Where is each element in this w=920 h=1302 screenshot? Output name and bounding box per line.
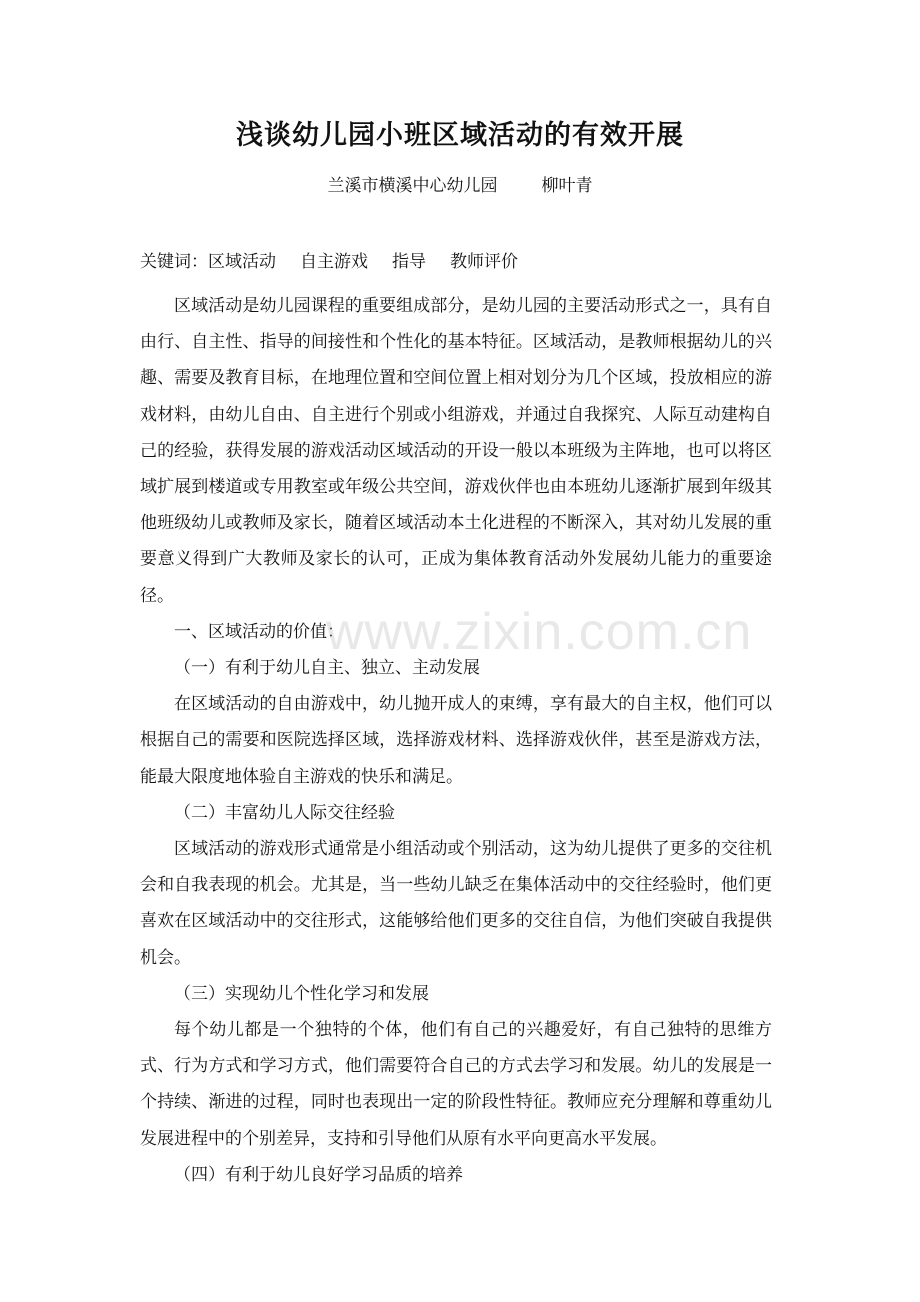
section-heading: 一、区域活动的价值：	[174, 621, 344, 642]
keywords-label: 关键词：	[140, 252, 208, 272]
body-paragraph: 在区域活动的自由游戏中，幼儿抛开成人的束缚，享有最大的自主权，他们可以根据自己的需要和医院选择区域，选择游戏材料、选择游戏伙伴，甚至是游戏方法，能最大限度地体验自主游戏的快乐和满足。	[140, 694, 772, 787]
keyword: 自主游戏	[300, 252, 368, 272]
author-organization: 兰溪市横溪中心幼儿园	[327, 176, 498, 196]
body-paragraph: 区域活动的游戏形式通常是小组活动或个别活动，这为幼儿提供了更多的交往机会和自我表现的机会。尤其是，当一些幼儿缺乏在集体活动中的交往经验时，他们更喜欢在区域活动中的交往形式，这能够给他们更多的交往自信，为他们突破自我提供机会。	[140, 839, 772, 968]
keyword: 教师评价	[450, 252, 518, 272]
keyword: 区域活动	[208, 252, 276, 272]
watermark: www.zixin.com.cn	[326, 603, 753, 661]
document-body	[140, 288, 772, 1193]
body-paragraph: 区域活动是幼儿园课程的重要组成部分，是幼儿园的主要活动形式之一，具有自由行、自主性、指导的间接性和个性化的基本特征。区域活动，是教师根据幼儿的兴趣、需要及教育目标，在地理位置和空间位置上相对划分为几个区域，投放相应的游戏材料，由幼儿自由、自主进行个别或小组游戏，并通过自我探究、人际互动建构自己的经验，获得发展的游戏活动区域活动的开设一般以本班级为主阵地，也可以将区域扩展到楼道或专用教室或年级公共空间，游戏伙伴也由本班幼儿逐渐扩展到年级其他班级幼儿或教师及家长，随着区域活动本土化进程的不断深入，其对幼儿发展的重要意义得到广大教师及家长的认可，正成为集体教育活动外发展幼儿能力的重要途径。	[140, 296, 772, 606]
keywords-line	[140, 248, 518, 276]
author-name: 柳叶青	[541, 176, 593, 196]
body-paragraph: 每个幼儿都是一个独特的个体，他们有自己的兴趣爱好，有自己独特的思维方式、行为方式和学习方式，他们需要符合自己的方式去学习和发展。幼儿的发展是一个持续、渐进的过程，同时也表现出一定的阶段性特征。教师应充分理解和尊重幼儿发展进程中的个别差异，支持和引导他们从原有水平向更高水平发展。	[140, 1020, 772, 1149]
keyword: 指导	[392, 252, 426, 272]
subsection-heading: （三）实现幼儿个性化学习和发展	[174, 983, 429, 1004]
subsection-heading: （四）有利于幼儿良好学习品质的培养	[174, 1164, 463, 1185]
subsection-heading: （二）丰富幼儿人际交往经验	[174, 802, 395, 823]
author-line	[0, 172, 920, 200]
subsection-heading: （一）有利于幼儿自主、独立、主动发展	[174, 658, 480, 679]
document-title: 浅谈幼儿园小班区域活动的有效开展	[236, 120, 684, 151]
